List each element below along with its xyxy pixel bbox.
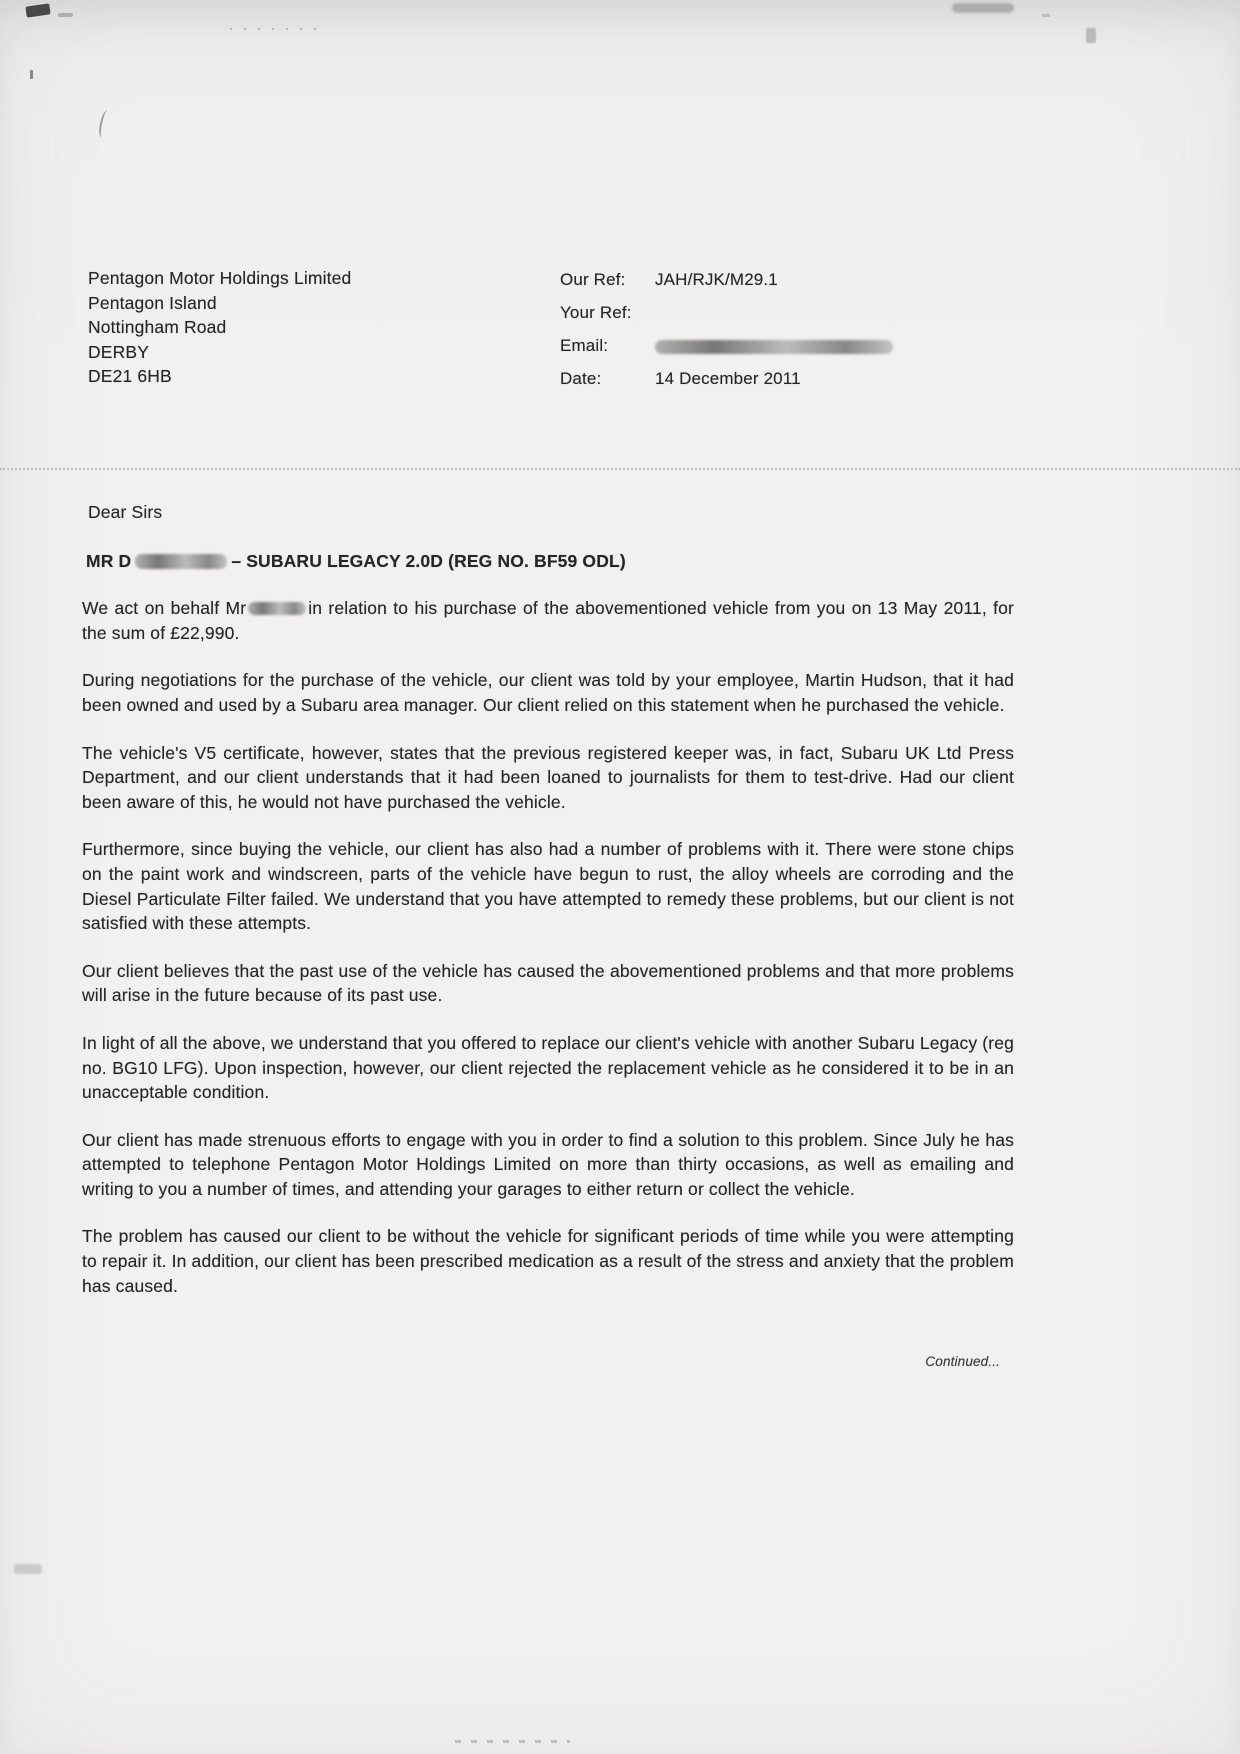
scan-artifact xyxy=(952,3,1014,13)
scan-artifact xyxy=(30,70,33,79)
paragraph-4: Furthermore, since buying the vehicle, our client has also had a number of problems with it. There were stone chips on the paint work and windscreen, parts of the vehicle have begun to rust, the alloy wheels are corroding and the Diesel Particulate Filter failed. We understand that you have attempted to remedy these problems, but our client is not satisfied with these attempts. xyxy=(82,839,1014,934)
our-ref-label: Our Ref: xyxy=(560,270,626,289)
our-ref-value: JAH/RJK/M29.1 xyxy=(655,270,778,289)
subject-prefix: MR D xyxy=(86,550,132,571)
date-label: Date: xyxy=(560,369,602,388)
paragraph-1 xyxy=(82,596,1014,645)
scan-artifact xyxy=(25,3,50,17)
page-fold-dotted-line xyxy=(0,468,1240,470)
address-line-street2: Nottingham Road xyxy=(88,317,227,337)
date-value: 14 December 2011 xyxy=(655,369,801,388)
email-label: Email: xyxy=(560,336,609,355)
scan-artifact xyxy=(1042,14,1050,17)
email-row xyxy=(560,336,893,369)
continued-note: Continued... xyxy=(925,1354,1000,1370)
paragraph-3: The vehicle's V5 certificate, however, states that the previous registered keeper was, in fact, Subaru UK Ltd Press Department, and our client understands that it had been loaned to journalists for them to test-drive. Had our client been aware of this, he would not have purchased the vehicle. xyxy=(82,742,1014,812)
scan-artifact xyxy=(230,28,325,30)
scan-artifact xyxy=(455,1740,570,1743)
subject-line xyxy=(86,549,1014,574)
address-line-city: DERBY xyxy=(88,341,150,362)
your-ref-label: Your Ref: xyxy=(560,303,632,322)
our-ref-row xyxy=(560,270,893,303)
redacted-client-name xyxy=(135,554,227,569)
salutation: Dear Sirs xyxy=(88,502,163,522)
reference-block xyxy=(560,270,893,402)
subject-suffix: – SUBARU LEGACY 2.0D (REG NO. BF59 ODL) xyxy=(231,550,626,571)
scan-artifact xyxy=(58,13,73,17)
paragraph-5: Our client believes that the past use of the vehicle has caused the abovementioned problems and that more problems will arise in the future because of its past use. xyxy=(82,960,1014,1006)
paragraph-1-after-redaction: in relation to his purchase of the abovementioned vehicle from you on 13 May 2011, for the sum of £22,990. xyxy=(82,598,1014,643)
paragraph-1-before-redaction: We act on behalf Mr xyxy=(82,598,247,619)
paragraph-8: The problem has caused our client to be without the vehicle for significant periods of time while you were attempting to repair it. In addition, our client has been prescribed medication as a result of the stress and anxiety that the problem has caused. xyxy=(82,1226,1014,1296)
address-line-postcode: DE21 6HB xyxy=(88,366,172,386)
redacted-email-value xyxy=(655,340,893,354)
recipient-address xyxy=(88,266,351,389)
letter-body xyxy=(82,500,1014,1375)
address-line-street1: Pentagon Island xyxy=(88,292,217,313)
date-row xyxy=(560,369,893,402)
address-line-company: Pentagon Motor Holdings Limited xyxy=(88,268,352,288)
paragraph-2: During negotiations for the purchase of the vehicle, our client was told by your employee, Martin Hudson, that it had been owned and used by a Subaru area manager. Our client relied on this statement when he purchased the vehicle. xyxy=(82,670,1014,715)
paragraph-7: Our client has made strenuous efforts to engage with you in order to find a solution to this problem. Since July he has attempted to telephone Pentagon Motor Holdings Limited on more than thirty occasions, as well as emailing and writing to you a number of times, and attending your garages to either return or collect the vehicle. xyxy=(82,1129,1014,1199)
your-ref-row xyxy=(560,303,893,336)
redacted-client-name xyxy=(248,602,306,615)
paragraph-6: In light of all the above, we understand that you offered to replace our client's vehicle with another Subaru Legacy (reg no. BG10 LFG). Upon inspection, however, our client rejected the replacement vehicle as he considered it to be in an unacceptable condition. xyxy=(82,1032,1014,1103)
scan-artifact xyxy=(1086,28,1096,43)
scan-artifact xyxy=(14,1564,42,1574)
scan-artifact xyxy=(97,109,112,138)
